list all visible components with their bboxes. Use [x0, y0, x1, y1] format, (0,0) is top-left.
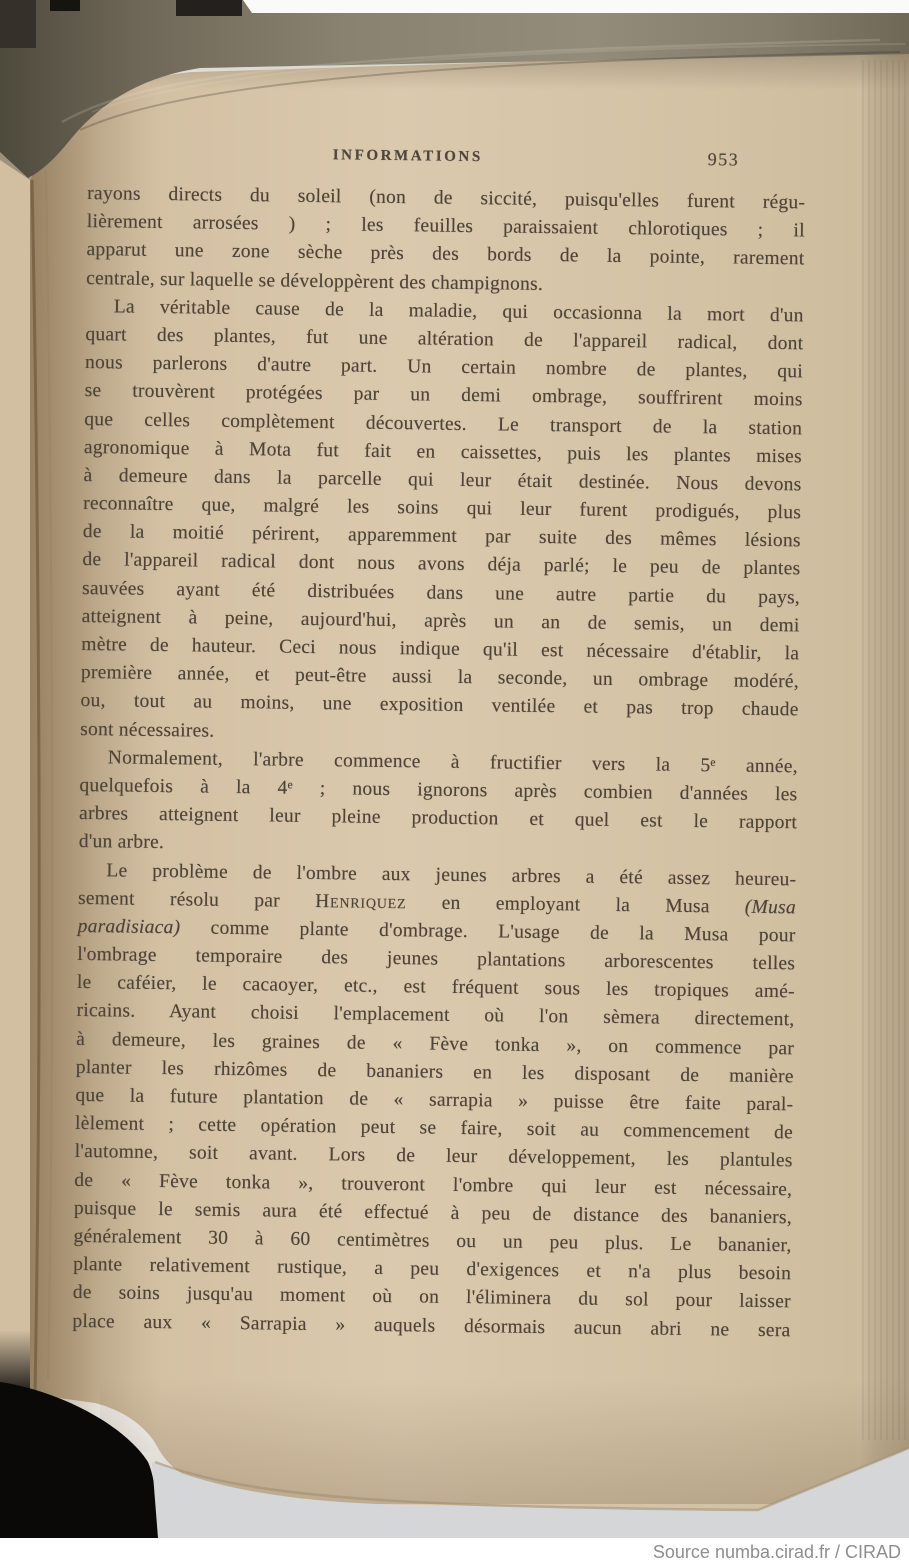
text-segment: sont nécessaires.	[80, 718, 215, 742]
text-segment: reconnaître que, malgré les soins qui leur furent prodigués, plus	[83, 493, 802, 524]
text-segment: Henriquez	[315, 890, 407, 913]
text-segment: place aux « Sarrapia » auquels désormais aucun abri ne sera	[72, 1310, 791, 1341]
text-segment: se trouvèrent protégées par un demi ombrage, souffrirent moins	[84, 380, 803, 411]
text-segment: (Musa	[744, 896, 797, 919]
paragraph	[80, 293, 804, 753]
cover-dark-blob	[50, 0, 80, 11]
text-segment: de la moitié périrent, apparemment par suite des mêmes lésions	[82, 521, 801, 552]
text-segment: lièrement arrosées ) ; les feuilles paraissaient chlorotiques ; il	[86, 211, 805, 242]
text-segment: l'ombrage temporaire des jeunes plantations arborescentes telles	[77, 943, 796, 975]
text-segment: plante relativement rustique, a peu d'exigences et n'a plus besoin	[73, 1254, 792, 1285]
text-segment: que celles complètement découvertes. Le transport de la station	[84, 408, 803, 439]
text-segment: de l'appareil radical dont nous avons déja parlé; le peu de plantes	[82, 549, 801, 580]
text-segment: arbres atteignent leur pleine production et quel est le rapport	[78, 803, 798, 834]
text-segment: rayons directs du soleil (non de siccité, puisqu'elles furent régu-	[87, 182, 806, 214]
text-segment: atteignent à peine, aujourd'hui, après un an de semis, un demi	[81, 605, 800, 637]
source-attribution: Source numba.cirad.fr / CIRAD	[652, 1541, 901, 1562]
cover-corner	[0, 0, 36, 48]
text-segment: nous parlerons d'autre part. Un certain nombre de plantes, qui	[84, 352, 804, 383]
text-segment: mètre de hauteur. Ceci nous indique qu'il est nécessaire d'établir, la	[81, 633, 800, 665]
text-segment: sauvées ayant été distribuées dans une autre partie du pays,	[81, 577, 801, 608]
source-attribution-bar	[0, 1538, 909, 1566]
text-segment: planter les rhizômes de bananiers en les disposant de manière	[75, 1056, 794, 1088]
text-segment: Normalement, l'arbre commence à fructifier vers la 5ᵉ année,	[107, 747, 798, 778]
text-segment: de soins jusqu'au moment où on l'éliminera du sol pour laisser	[72, 1282, 791, 1313]
fore-edge	[857, 48, 909, 1508]
text-segment: le caféier, le cacaoyer, etc., est fréquent sous les tropiques amé-	[76, 972, 795, 1003]
text-segment: en employant la Musa	[406, 891, 746, 918]
page-number: 953	[707, 149, 740, 170]
text-segment: Le problème de l'ombre aux jeunes arbres a été assez heureu-	[106, 859, 797, 890]
text-segment: paradisiaca)	[77, 915, 181, 939]
text-segment: ricains. Ayant choisi l'emplacement où l'on sèmera directement,	[76, 1000, 795, 1031]
facing-page-sliver	[0, 72, 30, 1394]
text-segment: de « Fève tonka », trouveront l'ombre qui leur est nécessaire,	[74, 1169, 793, 1200]
paragraph	[86, 180, 805, 302]
text-segment: comme plante d'ombrage. L'usage de la Musa pour	[180, 917, 796, 947]
bookmark-ribbon	[176, 0, 242, 16]
text-segment: généralement 30 à 60 centimètres ou un peu plus. Le bananier,	[73, 1225, 792, 1257]
text-segment: centrale, sur laquelle se développèrent des champignons.	[86, 267, 544, 295]
text-segment: quelquefois à la 4ᵉ ; nous ignorons après combien d'années les	[79, 774, 798, 806]
text-segment: que la future plantation de « sarrapia » puisse être faite paral-	[75, 1084, 794, 1116]
running-head	[87, 136, 806, 189]
text-segment: d'un arbre.	[78, 831, 165, 854]
text-segment: apparut une zone sèche près des bords de la pointe, rarement	[86, 239, 805, 270]
text-segment: l'automne, soit avant. Lors de leur développement, les plantules	[74, 1141, 793, 1172]
text-segment: lèlement ; cette opération peut se faire, soit au commencement de	[74, 1113, 794, 1144]
text-segment: ou, tout au moins, une exposition ventilée et pas trop chaude	[80, 690, 799, 721]
paragraph	[72, 856, 796, 1345]
running-title: INFORMATIONS	[332, 147, 483, 166]
paragraph	[79, 744, 798, 866]
text-segment: agronomique à Mota fut fait en caissettes, puis les plantes mises	[83, 436, 803, 468]
text-segment: à demeure, les graines de « Fève tonka », on commence par	[76, 1028, 795, 1059]
printed-text-layer	[72, 136, 806, 1345]
text-segment: quart des plantes, fut une altération de l'appareil radical, dont	[85, 323, 804, 355]
text-segment: sement résolu par	[77, 887, 316, 912]
text-segment: à demeure dans la parcelle qui leur était destinée. Nous devons	[83, 464, 802, 496]
text-segment: puisque le semis aura été effectué à peu de distance des bananiers,	[73, 1197, 793, 1229]
text-segment: La véritable cause de la maladie, qui occasionna la mort d'un	[113, 296, 804, 327]
page-body-text	[72, 180, 805, 1345]
text-segment: première année, et peut-être aussi la seconde, un ombrage modéré,	[80, 662, 800, 693]
